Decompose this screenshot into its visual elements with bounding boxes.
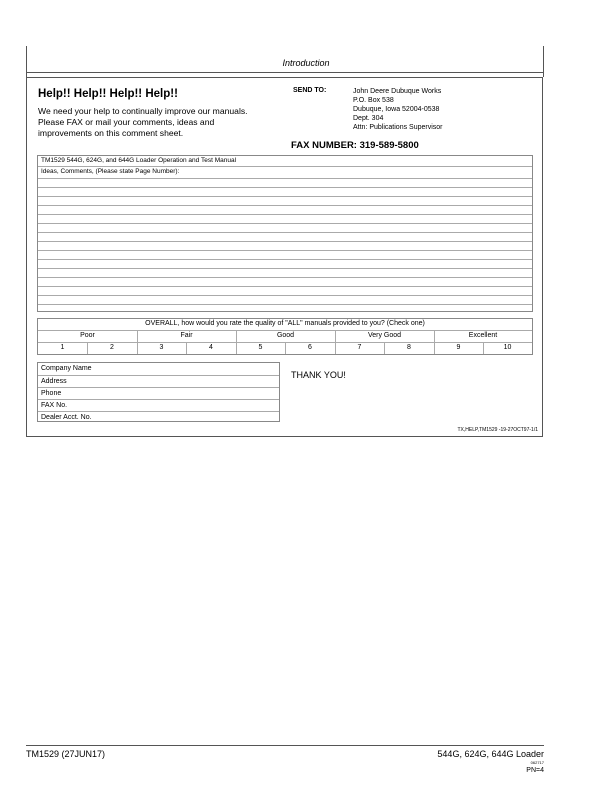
reference-code: TX,HELP,TM1529 -19-27OCT97-1/1 bbox=[457, 427, 538, 433]
rating-table bbox=[37, 318, 533, 355]
footer-rule bbox=[26, 745, 544, 746]
company-name-field[interactable]: Company Name bbox=[41, 365, 92, 372]
rating-category: Poor bbox=[80, 332, 95, 339]
rating-option-2[interactable]: 2 bbox=[110, 344, 114, 351]
rating-option-5[interactable]: 5 bbox=[258, 344, 263, 351]
intro-line: Please FAX or mail your comments, ideas and bbox=[38, 117, 215, 127]
contact-form bbox=[37, 362, 280, 422]
header-rule bbox=[26, 72, 544, 73]
rating-option-3[interactable]: 3 bbox=[159, 344, 164, 351]
fax-number: FAX NUMBER: 319-589-5800 bbox=[291, 140, 419, 151]
rating-option-6[interactable]: 6 bbox=[308, 344, 312, 351]
manual-title: TM1529 544G, 624G, and 644G Loader Operation and Test Manual bbox=[41, 157, 237, 164]
phone-field[interactable]: Phone bbox=[38, 387, 279, 399]
rating-option-10[interactable]: 10 bbox=[503, 344, 512, 351]
rating-category: Fair bbox=[180, 332, 193, 339]
rating-option-7[interactable]: 7 bbox=[357, 344, 362, 351]
section-title: Introduction bbox=[282, 58, 330, 68]
rating-category: Excellent bbox=[468, 332, 498, 339]
footer-page-number: PN=4 bbox=[526, 767, 544, 774]
comments-area[interactable] bbox=[37, 155, 533, 312]
intro-line: We need your help to continually improve our manuals. bbox=[38, 106, 248, 116]
rating-category: Very Good bbox=[367, 332, 402, 339]
rating-option-1[interactable]: 1 bbox=[60, 344, 65, 351]
footer-manual-code: TM1529 (27JUN17) bbox=[26, 749, 106, 759]
headline: Help!! Help!! Help!! Help!! bbox=[38, 88, 178, 100]
rating-category: Good bbox=[276, 332, 295, 339]
address-line: Dept. 304 bbox=[353, 115, 384, 122]
rating-question: OVERALL, how would you rate the quality of "ALL" manuals provided to you? (Check one) bbox=[145, 320, 425, 327]
footer-model: 544G, 624G, 644G Loader bbox=[437, 749, 544, 759]
address-line: P.O. Box 538 bbox=[353, 97, 394, 104]
comments-label: Ideas, Comments, (Please state Page Number): bbox=[41, 168, 180, 175]
address-field[interactable]: Address bbox=[38, 375, 279, 387]
rating-option-4[interactable]: 4 bbox=[209, 344, 213, 351]
rating-option-9[interactable]: 9 bbox=[456, 344, 461, 351]
thank-you-text: THANK YOU! bbox=[291, 370, 346, 380]
mailing-address bbox=[353, 87, 443, 132]
footer-date-code: 062717 bbox=[530, 760, 544, 765]
intro-line: improvements on this comment sheet. bbox=[38, 128, 184, 138]
dealer-account-field[interactable]: Dealer Acct. No. bbox=[38, 411, 279, 423]
rating-option-8[interactable]: 8 bbox=[407, 344, 411, 351]
intro-text bbox=[38, 106, 288, 139]
send-to-label: SEND TO: bbox=[293, 87, 327, 94]
address-line: Dubuque, Iowa 52004-0538 bbox=[353, 106, 440, 113]
divider bbox=[38, 166, 532, 167]
address-line: Attn: Publications Supervisor bbox=[353, 124, 443, 131]
address-line: John Deere Dubuque Works bbox=[353, 88, 442, 95]
fax-field[interactable]: FAX No. bbox=[38, 399, 279, 411]
